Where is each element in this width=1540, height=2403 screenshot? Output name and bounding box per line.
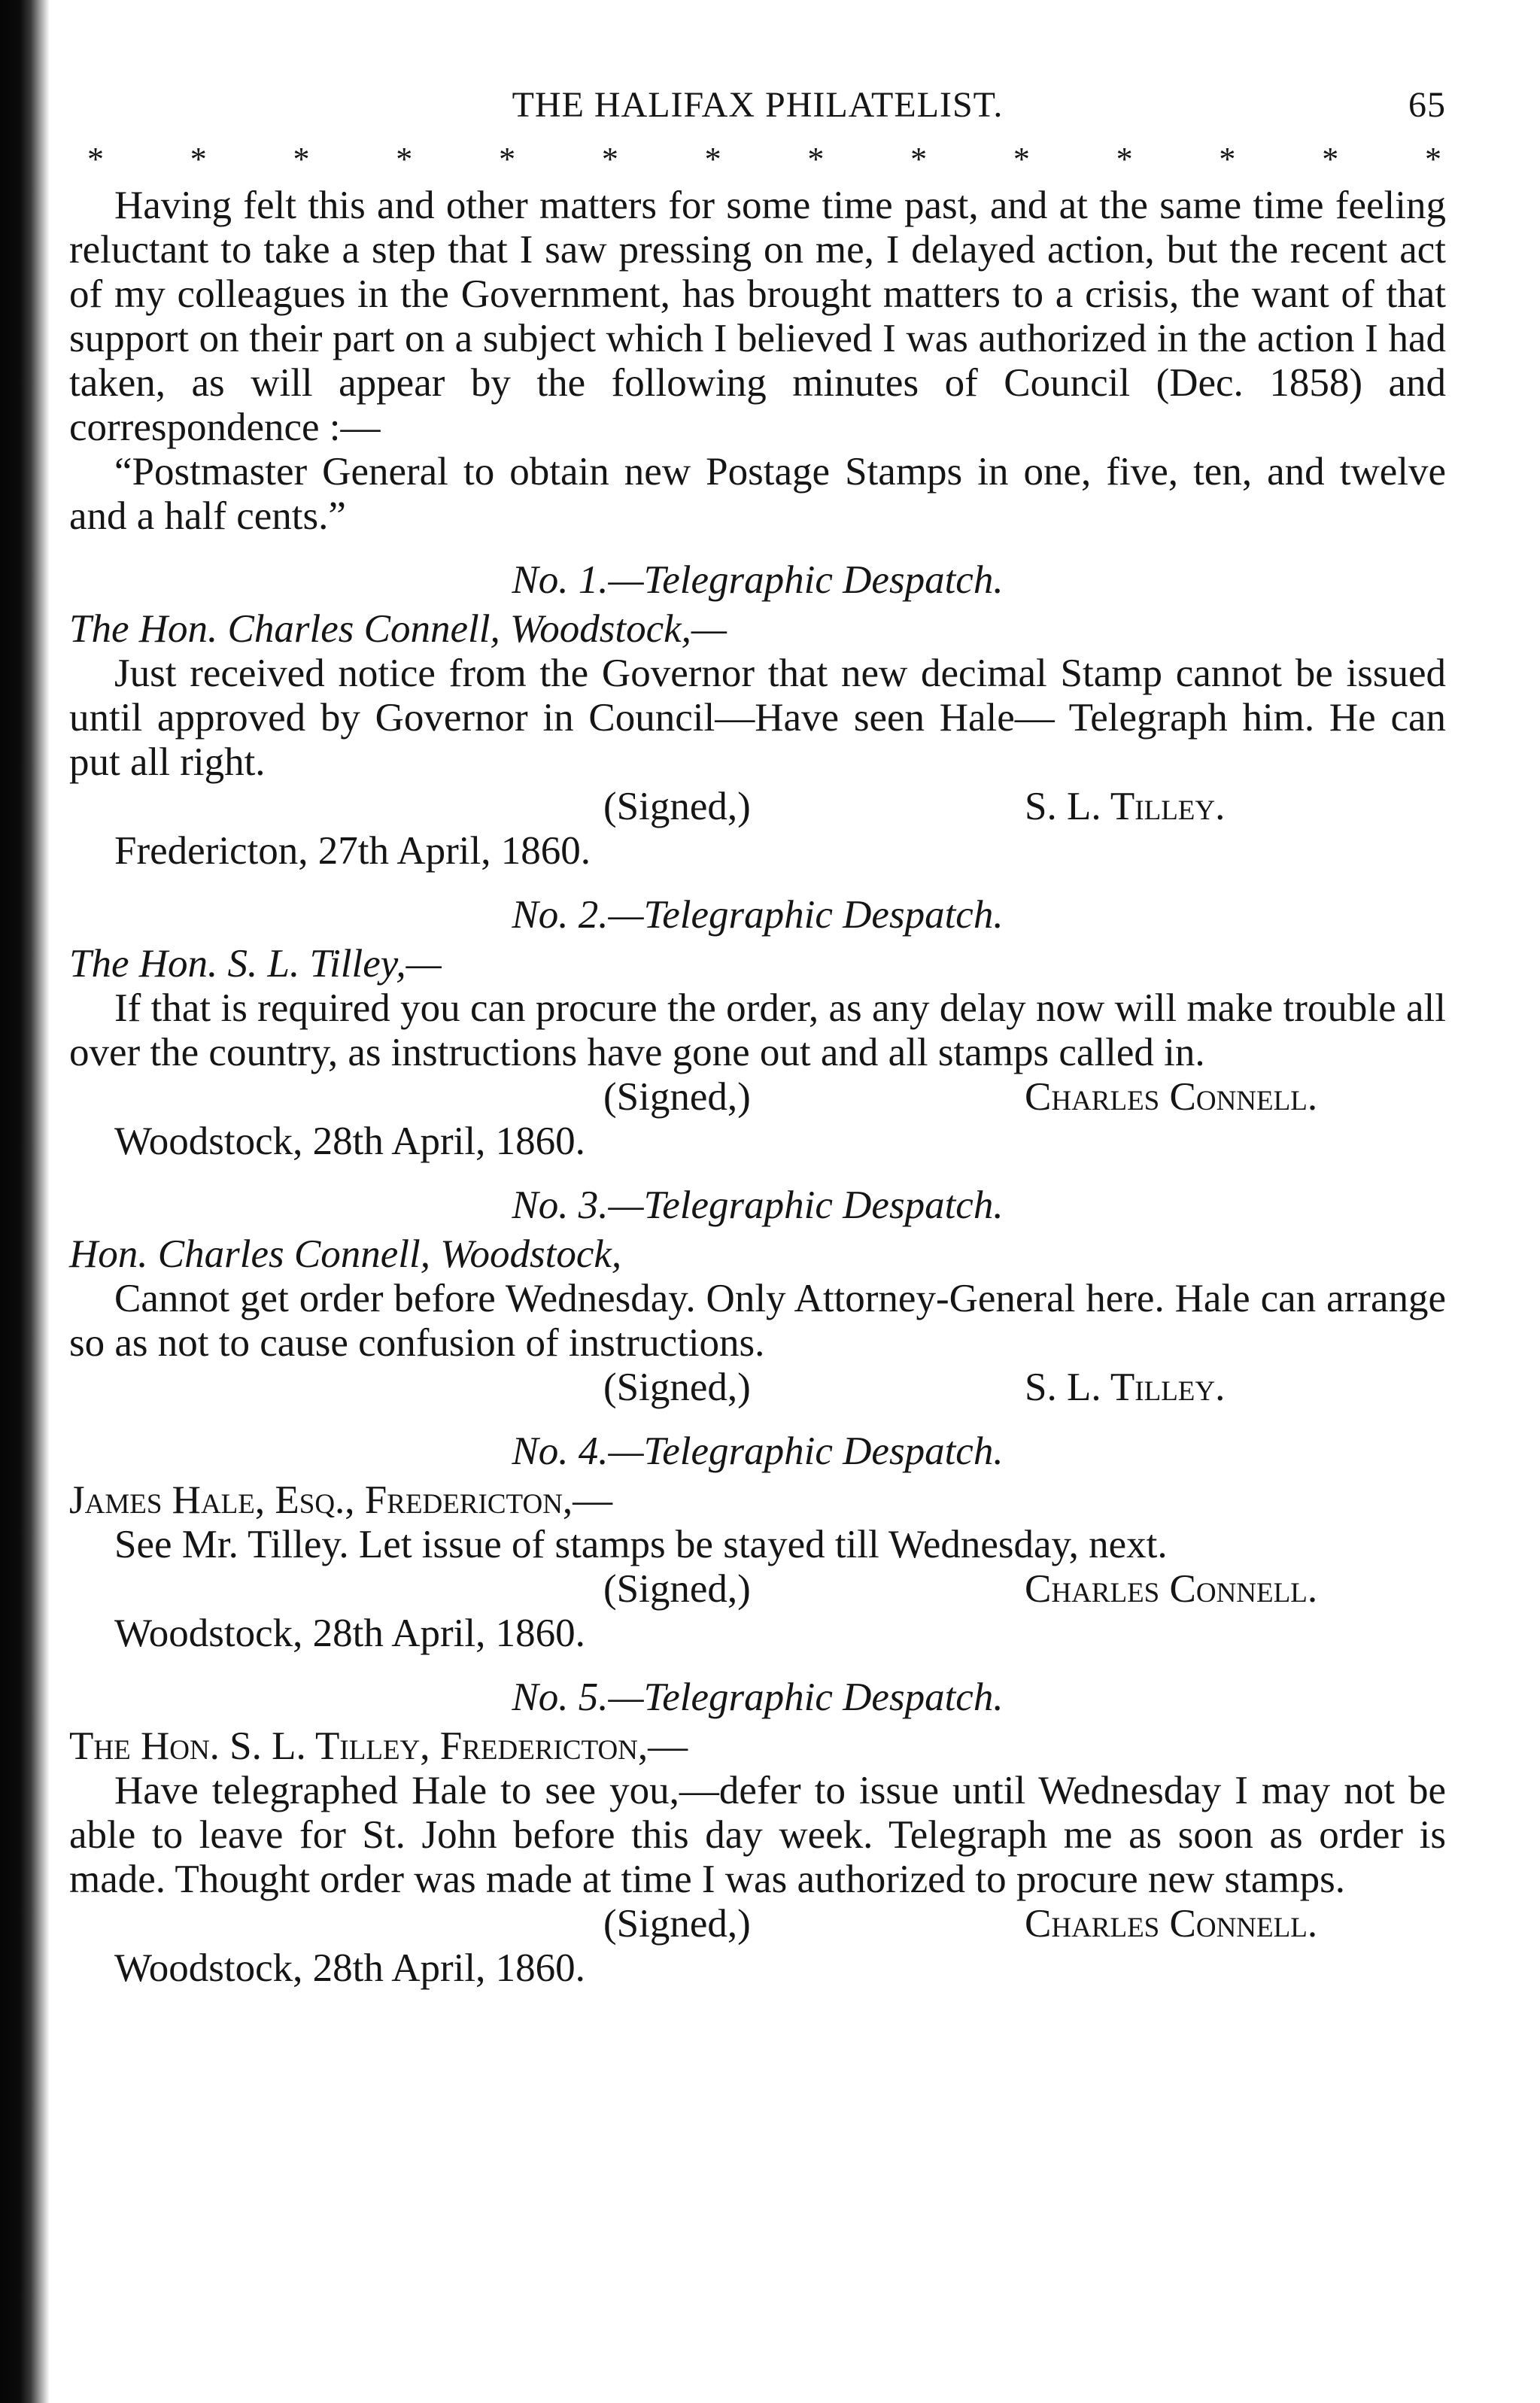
star: * bbox=[910, 141, 928, 178]
despatch-date: Woodstock, 28th April, 1860. bbox=[114, 1612, 585, 1655]
signed-label: (Signed,) bbox=[603, 785, 751, 828]
star: * bbox=[499, 141, 516, 178]
signature-line bbox=[69, 1902, 1446, 1946]
star: * bbox=[1322, 141, 1339, 178]
star: * bbox=[396, 141, 413, 178]
despatch-addressee: Hon. Charles Connell, Woodstock, bbox=[69, 1232, 622, 1276]
signature-line bbox=[69, 1366, 1446, 1410]
star: * bbox=[1219, 141, 1236, 178]
despatch-body: If that is required you can procure the order, as any delay now will make trouble all over the country, as instructions have gone out and all stamps called in. bbox=[69, 986, 1446, 1074]
signature-line bbox=[69, 785, 1446, 829]
despatch-addressee: James Hale, Esq., Fredericton,— bbox=[69, 1478, 613, 1522]
despatch-date: Woodstock, 28th April, 1860. bbox=[114, 1119, 585, 1163]
despatch-4 bbox=[69, 1429, 1446, 1656]
despatch-heading: No. 4.—Telegraphic Despatch. bbox=[512, 1429, 1004, 1473]
despatch-date: Woodstock, 28th April, 1860. bbox=[114, 1946, 585, 1990]
document-page bbox=[69, 83, 1446, 1991]
intro-paragraph: Having felt this and other matters for some time past, and at the same time feeling reluctant to take a step that I saw pressing on me, I delayed action, but the recent act of my colleagues in the Government, has brought matters to a crisis, the want of that support on their part on a subject which I believed I was authorized in the action I had taken, as will appear by the following minutes of Council (Dec. 1858) and correspondence :— bbox=[69, 184, 1446, 449]
star: * bbox=[704, 141, 721, 178]
despatch-heading: No. 2.—Telegraphic Despatch. bbox=[512, 893, 1004, 937]
section-break-stars bbox=[69, 138, 1446, 181]
star: * bbox=[190, 141, 207, 178]
despatch-2 bbox=[69, 893, 1446, 1164]
despatch-3 bbox=[69, 1183, 1446, 1410]
star: * bbox=[1424, 141, 1441, 178]
despatch-heading: No. 1.—Telegraphic Despatch. bbox=[512, 558, 1004, 602]
page-number: 65 bbox=[1408, 85, 1446, 125]
signed-label: (Signed,) bbox=[603, 1075, 751, 1119]
despatch-body: See Mr. Tilley. Let issue of stamps be stayed till Wednesday, next. bbox=[114, 1523, 1168, 1566]
star: * bbox=[293, 141, 310, 178]
despatch-addressee: The Hon. Charles Connell, Woodstock,— bbox=[69, 607, 727, 651]
signer-name: Charles Connell. bbox=[1025, 1567, 1318, 1611]
scanned-page-edge bbox=[0, 0, 50, 2403]
signed-label: (Signed,) bbox=[603, 1366, 751, 1409]
star: * bbox=[807, 141, 825, 178]
signer-name: Charles Connell. bbox=[1025, 1902, 1318, 1946]
despatch-body: Just received notice from the Governor that new decimal Stamp cannot be issued until approved by Governor in Council—Have seen Hale— Telegraph him. He can put all right. bbox=[69, 652, 1446, 784]
despatch-heading: No. 5.—Telegraphic Despatch. bbox=[512, 1675, 1004, 1719]
star: * bbox=[87, 141, 104, 178]
signer-name: S. L. Tilley. bbox=[1025, 1366, 1226, 1409]
running-header bbox=[69, 83, 1446, 138]
signature-line bbox=[69, 1075, 1446, 1119]
signer-name: Charles Connell. bbox=[1025, 1075, 1318, 1119]
despatch-addressee: The Hon. S. L. Tilley, Fredericton,— bbox=[69, 1724, 688, 1768]
despatch-5 bbox=[69, 1675, 1446, 1991]
signed-label: (Signed,) bbox=[603, 1567, 751, 1611]
journal-title: THE HALIFAX PHILATELIST. bbox=[512, 85, 1004, 125]
despatch-heading: No. 3.—Telegraphic Despatch. bbox=[512, 1183, 1004, 1227]
signed-label: (Signed,) bbox=[603, 1902, 751, 1946]
despatch-date: Fredericton, 27th April, 1860. bbox=[114, 829, 591, 873]
signature-line bbox=[69, 1567, 1446, 1612]
star: * bbox=[1116, 141, 1133, 178]
council-minute-quote: “Postmaster General to obtain new Postage Stamps in one, five, ten, and twelve and a half cents.” bbox=[69, 450, 1446, 538]
despatch-addressee: The Hon. S. L. Tilley,— bbox=[69, 942, 442, 986]
despatch-body: Have telegraphed Hale to see you,—defer to issue until Wednesday I may not be able to leave for St. John before this day week. Telegraph me as soon as order is made. Thought order was made at time I was authorized to procure new stamps. bbox=[69, 1769, 1446, 1901]
star: * bbox=[601, 141, 618, 178]
despatch-body: Cannot get order before Wednesday. Only Attorney-General here. Hale can arrange so as not to cause confusion of instructions. bbox=[69, 1277, 1446, 1365]
star: * bbox=[1013, 141, 1030, 178]
signer-name: S. L. Tilley. bbox=[1025, 785, 1226, 828]
despatch-1 bbox=[69, 558, 1446, 873]
